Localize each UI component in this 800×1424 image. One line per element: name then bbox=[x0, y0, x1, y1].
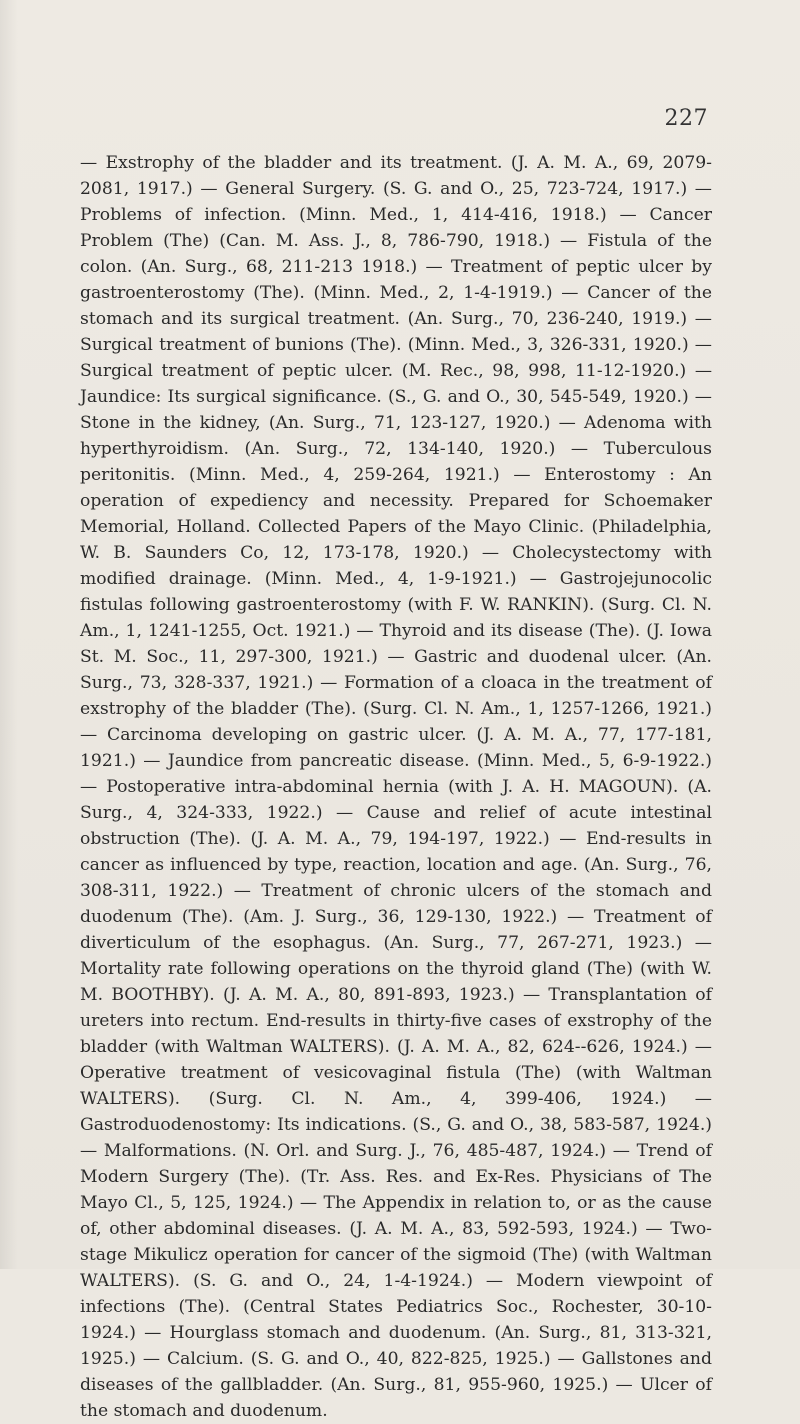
bibliography-paragraph: — Exstrophy of the bladder and its treatment. (J. A. M. A., 69, 2079-2081, 1917.) — General Surgery. (S. G. and O., 25, 723-724, 1917.) — Problems of infection. (Minn. Med., 1, 414-416, 1918.) — Cancer Problem (The) (Can. M. Ass. J., 8, 786-790, 1918.) — Fistula of the colon. (An. Surg., 68, 211-213 1918.) — Treatment of peptic ulcer by gastroenterostomy (The). (Minn. Med., 2, 1-4-1919.) — Cancer of the stomach and its surgical treatment. (An. Surg., 70, 236-240, 1919.) — Surgical treatment of bunions (The). (Minn. Med., 3, 326-331, 1920.) — Surgical treatment of peptic ulcer. (M. Rec., 98, 998, 11-12-1920.) — Jaundice: Its surgical significance. (S., G. and O., 30, 545-549, 1920.) — Stone in the kidney, (An. Surg., 71, 123-127, 1920.) — Adenoma with hyperthyroidism. (An. Surg., 72, 134-140, 1920.) — Tuberculous peritonitis. (Minn. Med., 4, 259-264, 1921.) — Enterostomy : An operation of expediency and necessity. Prepared for Schoemaker Memorial, Holland. Collected Papers of the Mayo Clinic. (Philadelphia, W. B. Saunders Co, 12, 173-178, 1920.) — Cholecystectomy with modified drainage. (Minn. Med., 4, 1-9-1921.) — Gastrojejunocolic fistulas following gastroenterostomy (with F. W. RANKIN). (Surg. Cl. N. Am., 1, 1241-1255, Oct. 1921.) — Thyroid and its disease (The). (J. Iowa St. M. Soc., 11, 297-300, 1921.) — Gastric and duodenal ulcer. (An. Surg., 73, 328-337, 1921.) — Formation of a cloaca in the treatment of exstrophy of the bladder (The). (Surg. Cl. N. Am., 1, 1257-1266, 1921.) — Carcinoma developing on gastric ulcer. (J. A. M. A., 77, 177-181, 1921.) — Jaundice from pancreatic disease. (Minn. Med., 5, 6-9-1922.) — Postoperative intra-abdominal hernia (with J. A. H. MAGOUN). (A. Surg., 4, 324-333, 1922.) — Cause and relief of acute intestinal obstruction (The). (J. A. M. A., 79, 194-197, 1922.) — End-results in cancer as influenced by type, reaction, location and age. (An. Surg., 76, 308-311, 1922.) — Treatment of chronic ulcers of the stomach and duodenum (The). (Am. J. Surg., 36, 129-130, 1922.) — Treatment of diverticulum of the esophagus. (An. Surg., 77, 267-271, 1923.) — Mortality rate following operations on the thyroid gland (The) (with W. M. BOOTHBY). (J. A. M. A., 80, 891-893, 1923.) — Transplantation of ureters into rectum. End-results in thirty-five cases of exstrophy of the bladder (with Waltman WALTERS). (J. A. M. A., 82, 624--626, 1924.) — Operative treatment of vesicovaginal fistula (The) (with Waltman WALTERS). (Surg. Cl. N. Am., 4, 399-406, 1924.) — Gastroduodenostomy: Its indications. (S., G. and O., 38, 583-587, 1924.) — Malformations. (N. Orl. and Surg. J., 76, 485-487, 1924.) — Trend of Modern Surgery (The). (Tr. Ass. Res. and Ex-Res. Physicians of The Mayo Cl., 5, 125, 1924.) — The Appendix in relation to, or as the cause of, other abdominal diseases. (J. A. M. A., 83, 592-593, 1924.) — Two-stage Mikulicz operation for cancer of the sigmoid (The) (with Waltman WALTERS). (S. G. and O., 24, 1-4-1924.) — Modern viewpoint of infections (The). (Central States Pediatrics Soc., Rochester, 30-10-1924.) — Hourglass stomach and duodenum. (An. Surg., 81, 313-321, 1925.) — Calcium. (S. G. and O., 40, 822-825, 1925.) — Gallstones and diseases of the gallbladder. (An. Surg., 81, 955-960, 1925.) — Ulcer of the stomach and duodenum. bbox=[80, 153, 712, 1421]
page-number: 227 bbox=[664, 106, 708, 131]
bibliography-text-block bbox=[80, 150, 712, 1424]
